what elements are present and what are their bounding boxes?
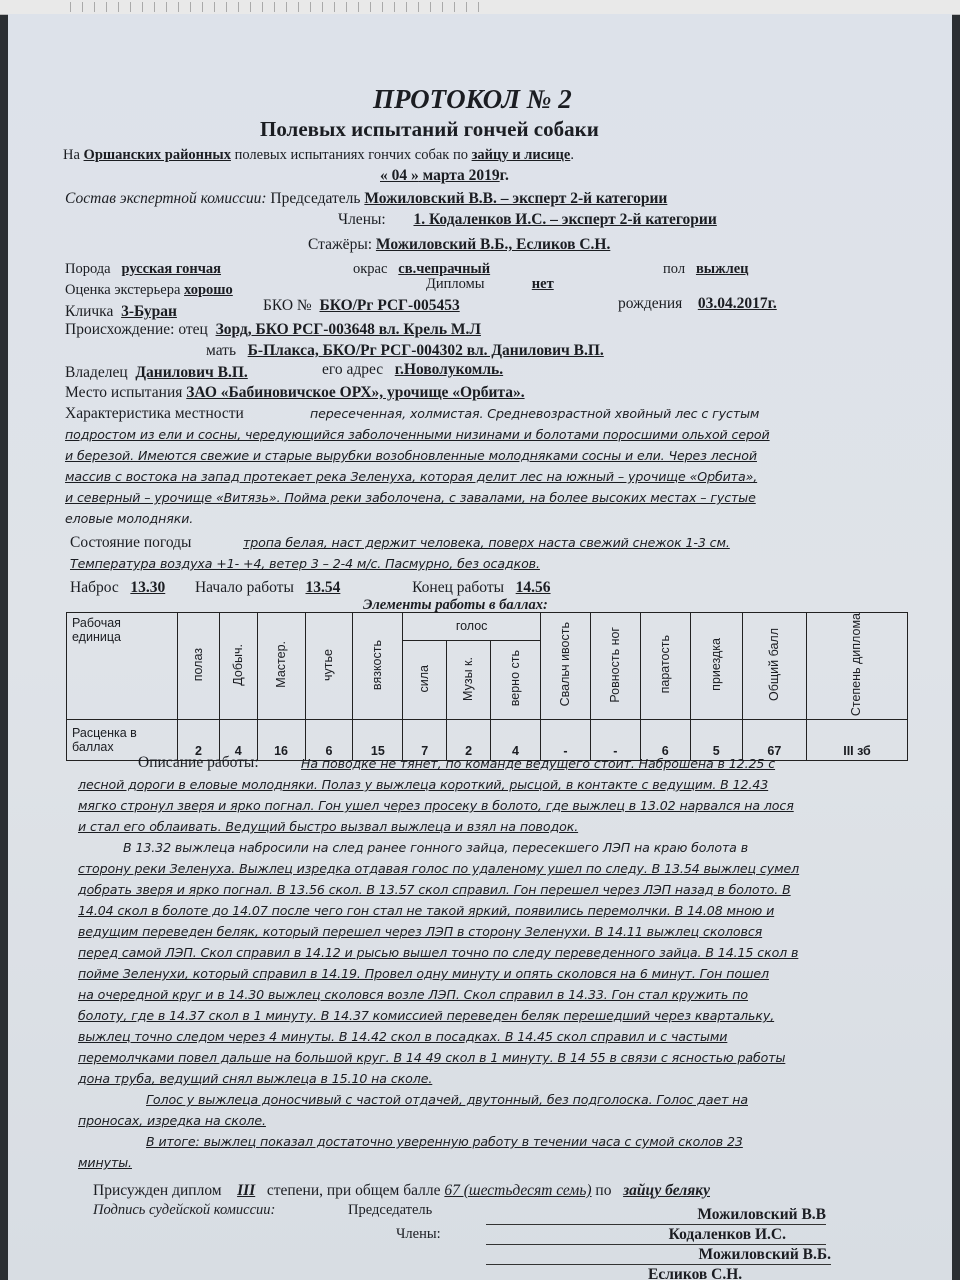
owner-row xyxy=(65,364,248,382)
score-header: сила xyxy=(403,640,447,719)
description-line: минуты. xyxy=(78,1155,132,1170)
commission-chair-label: Председатель xyxy=(270,190,361,207)
signature-member: Кодаленков И.С. xyxy=(486,1226,826,1245)
work-end-value: 14.56 xyxy=(515,579,551,596)
description-line: На поводке не тянет, по команде ведущего стоит. Наброшена в 12.25 с xyxy=(301,756,776,771)
work-end-label: Конец работы xyxy=(412,579,505,596)
document-ruler[interactable] xyxy=(0,0,960,15)
bko-label: БКО № xyxy=(263,297,312,314)
score-header: Ровность ног xyxy=(590,613,640,720)
name-label: Кличка xyxy=(65,303,114,320)
description-line: сторону реки Зеленуха. Выжлец изредка отдавая голос по удаленому ушел по следу. В 13.54 выжлец сумел xyxy=(78,861,800,876)
score-value: 4 xyxy=(219,720,257,761)
award-score: 67 (шестьдесят семь) xyxy=(444,1182,592,1199)
commission-label: Состав экспертной комиссии: xyxy=(65,190,267,207)
score-value: 7 xyxy=(403,720,447,761)
voice-header: голос xyxy=(403,613,541,641)
date-month-year: марта 2019 xyxy=(418,167,500,184)
trials-dot: . xyxy=(570,147,574,163)
score-header: приездка xyxy=(690,613,742,720)
commission-chair-value: Можиловский В.В. – эксперт 2-й категории xyxy=(364,190,668,207)
color-value: св.чепрачный xyxy=(398,261,491,277)
mother-label: мать xyxy=(206,342,237,359)
description-line: В итоге: выжлец показал достаточно уверенную работу в течении часа с сумой сколов 23 xyxy=(146,1134,743,1149)
weather-line: Температура воздуха +1- +4, ветер 3 – 2-4 м/с. Пасмурно, без осадков. xyxy=(70,556,540,571)
terrain-line: еловые молодняки. xyxy=(65,511,194,526)
birth-row xyxy=(618,295,777,313)
name-value: 3-Буран xyxy=(121,303,177,320)
trainees-label: Стажёры: xyxy=(308,236,373,253)
terrain-line: и березой. Имеются свежие и старые вырубки возобновленные молодняками сосны и ели. Через лесной xyxy=(65,448,757,463)
exterior-row xyxy=(65,282,233,299)
trials-line xyxy=(63,147,574,164)
work-start-label: Начало работы xyxy=(194,579,294,596)
breed-row xyxy=(65,261,221,278)
trainees-row xyxy=(308,236,610,254)
start-label: Наброс xyxy=(70,579,119,596)
father-value: Зорд, БКО РСГ-003648 вл. Крель М.Л xyxy=(215,321,481,338)
score-header: Свальч ивость xyxy=(540,613,590,720)
start-value: 13.30 xyxy=(130,579,166,596)
score-value: III зб xyxy=(806,720,907,761)
sex-value: выжлец xyxy=(695,261,749,277)
award-label: Присужден диплом xyxy=(93,1182,222,1199)
bko-value: БКО/Рг РСГ-005453 xyxy=(319,297,460,314)
score-value: 6 xyxy=(640,720,690,761)
score-value: 67 xyxy=(742,720,806,761)
diplomas-value: нет xyxy=(531,276,554,292)
members-value: 1. Кодаленков И.С. – эксперт 2-й категории xyxy=(413,211,717,228)
work-start-value: 13.54 xyxy=(305,579,341,596)
diplomas-label: Дипломы xyxy=(426,276,485,292)
origin-label: Происхождение: отец xyxy=(65,321,208,338)
exterior-label: Оценка экстерьера xyxy=(65,282,181,298)
breed-value: русская гончая xyxy=(121,261,222,277)
description-line: Голос у выжлеца доносчивый с частой отдачей, двутонный, без подголоска. Голос дает на xyxy=(146,1092,748,1107)
score-header: Музы к. xyxy=(447,640,491,719)
scores-table xyxy=(66,612,908,761)
birth-value: 03.04.2017г. xyxy=(697,295,777,312)
commission-row xyxy=(65,190,667,208)
score-header: вязкость xyxy=(353,613,403,720)
description-line: на очередной круг и в 14.30 выжлец сколовся возле ЛЭП. Скол справил в 14.33. Гон стал кружить по xyxy=(78,987,748,1002)
score-value: 16 xyxy=(257,720,305,761)
protocol-subtitle: Полевых испытаний гончей собаки xyxy=(260,117,599,141)
color-label: окрас xyxy=(353,261,388,277)
members-row xyxy=(338,211,717,229)
mother-value: Б-Плакса, БКО/Рг РСГ-004302 вл. Данилович В.П. xyxy=(247,342,604,359)
sign-label: Подпись судейской комиссии: xyxy=(93,1202,276,1218)
scores-caption: Элементы работы в баллах: xyxy=(363,597,548,613)
breed-label: Порода xyxy=(65,261,111,277)
mother-row xyxy=(206,342,604,360)
trials-prefix: На xyxy=(63,147,84,163)
trial-date xyxy=(380,167,509,185)
description-line: и стал его облаивать. Ведущий быстро вызвал выжлеца и взял на поводок. xyxy=(78,819,579,834)
address-value: г.Новолукомль. xyxy=(394,361,504,378)
description-line: выжлец точно следом через 4 минуты. В 14.42 скол в посадках. В 14.45 скол справил и с частыми xyxy=(78,1029,728,1044)
times-row xyxy=(70,579,551,597)
score-value: 6 xyxy=(305,720,353,761)
score-header: паратость xyxy=(640,613,690,720)
weather-label: Состояние погоды xyxy=(70,534,192,551)
weather-line: тропа белая, наст держит человека, поверх наста свежий снежок 1-3 см. xyxy=(243,535,730,550)
score-value: - xyxy=(540,720,590,761)
name-row xyxy=(65,303,177,321)
description-line: 14.04 скол в болоте до 14.07 после чего гон стал не такой яркий, появились перемолчки. В 14.08 мною и xyxy=(78,903,775,918)
date-suffix: г. xyxy=(499,167,509,184)
description-line: мягко стронул зверя и ярко погнал. Гон ушел через просеку в болото, где выжлец в 13.02 нарвался на лося xyxy=(78,798,794,813)
protocol-title: ПРОТОКОЛ № 2 xyxy=(373,84,572,114)
place-row xyxy=(65,384,525,402)
terrain-line: подростом из ели и сосны, чередующийся заболоченными низинами и болотами поросшими ольхой серой xyxy=(65,427,770,442)
signature-chair: Можиловский В.В xyxy=(486,1206,826,1225)
score-header: Степень диплома xyxy=(806,613,907,720)
description-line: В 13.32 выжлеца набросили на след ранее гонного зайца, пересекшего ЛЭП на краю болота в xyxy=(123,840,749,855)
terrain-line: и северный – урочище «Витязь». Пойма реки заболочена, с завалами, на более высоких местах – густые xyxy=(65,490,756,505)
description-line: болоту, где в 14.37 скол в 1 минуту. В 14.37 комиссией переведен беляк перешедший через квартальку, xyxy=(78,1008,775,1023)
document-page xyxy=(8,14,952,1280)
exterior-value: хорошо xyxy=(184,282,233,298)
score-header: Общий балл xyxy=(742,613,806,720)
unit-header: Рабочая единица xyxy=(67,613,178,720)
score-header: Добыч. xyxy=(219,613,257,720)
description-line: добрать зверя и ярко погнал. В 13.56 скол. В 13.57 скол справил. Гон перешел через ЛЭП назад в болото. В xyxy=(78,882,791,897)
address-row xyxy=(322,361,503,379)
score-value: 2 xyxy=(178,720,220,761)
diplomas-row xyxy=(426,276,554,293)
sign-members-label: Члены: xyxy=(396,1226,441,1242)
score-header: чутье xyxy=(305,613,353,720)
signature-member: Можиловский В.Б. xyxy=(486,1246,831,1265)
score-header: Мастер. xyxy=(257,613,305,720)
award-mid: степени, при общем балле xyxy=(266,1182,441,1199)
owner-label: Владелец xyxy=(65,364,128,381)
description-line: перед самой ЛЭП. Скол справил в 14.12 и рысью вышел точно по следу переведенного зайца. В 14.15 скол в xyxy=(78,945,799,960)
bko-row xyxy=(263,297,460,315)
award-game: зайцу беляку xyxy=(623,1182,710,1199)
score-header: полаз xyxy=(178,613,220,720)
description-line: перемолчками повел дальше на большой круг. В 14 49 скол в 1 минуту. В 14 55 в связи с ясностью работы xyxy=(78,1050,786,1065)
award-row xyxy=(93,1182,710,1200)
description-line: проносах, изредка на сколе. xyxy=(78,1113,266,1128)
score-header: верно сть xyxy=(491,640,541,719)
description-line: лесной дороги в еловые молодняки. Полаз у выжлеца короткий, рысцой, в контакте с ведущим. В 12.43 xyxy=(78,777,769,792)
score-value: 15 xyxy=(353,720,403,761)
date-day: « 04 » xyxy=(380,167,419,184)
description-line: пойме Зеленухи, который справил в 14.19. Провел одну минуту и опять сколовся на 6 минут. Гон пошел xyxy=(78,966,769,981)
description-label: Описание работы: xyxy=(138,754,259,771)
place-value: ЗАО «Бабиновичское ОРХ», урочище «Орбита». xyxy=(186,384,525,401)
description-line: ведущим переведен беляк, который перешел через ЛЭП в сторону Зеленухи. В 14.11 выжлец сколовся xyxy=(78,924,763,939)
place-label: Место испытания xyxy=(65,384,183,401)
award-by: по xyxy=(595,1182,612,1199)
score-value: 2 xyxy=(447,720,491,761)
sex-row xyxy=(663,261,749,278)
father-row xyxy=(65,321,481,339)
trials-game: зайцу и лисице xyxy=(471,147,571,163)
address-label: его адрес xyxy=(322,361,384,378)
award-degree: III xyxy=(237,1182,256,1199)
sex-label: пол xyxy=(663,261,686,277)
trials-text: полевых испытаниях гончих собак по xyxy=(230,147,472,163)
signature-member: Есликов С.Н. xyxy=(648,1266,743,1280)
score-value: 4 xyxy=(491,720,541,761)
sign-chair-label: Председатель xyxy=(348,1202,433,1218)
trainees-value: Можиловский В.Б., Есликов С.Н. xyxy=(375,236,611,253)
owner-value: Данилович В.П. xyxy=(135,364,248,381)
score-value: - xyxy=(590,720,640,761)
description-line: дона труба, ведущий снял выжлеца в 15.10 на сколе. xyxy=(78,1071,433,1086)
terrain-line: пересеченная, холмистая. Средневозрастной хвойный лес с густым xyxy=(310,406,760,421)
ruler-ticks xyxy=(70,2,490,12)
score-value: 5 xyxy=(690,720,742,761)
trials-district: Оршанских районных xyxy=(83,147,231,163)
terrain-line: массив с востока на запад протекает река Зеленуха, которая делит лес на южный – урочище «Орбита», xyxy=(65,469,758,484)
row-label: Расценка в баллах xyxy=(67,720,178,761)
members-label: Члены: xyxy=(338,211,386,228)
birth-label: рождения xyxy=(618,295,683,312)
terrain-label: Характеристика местности xyxy=(65,405,244,422)
